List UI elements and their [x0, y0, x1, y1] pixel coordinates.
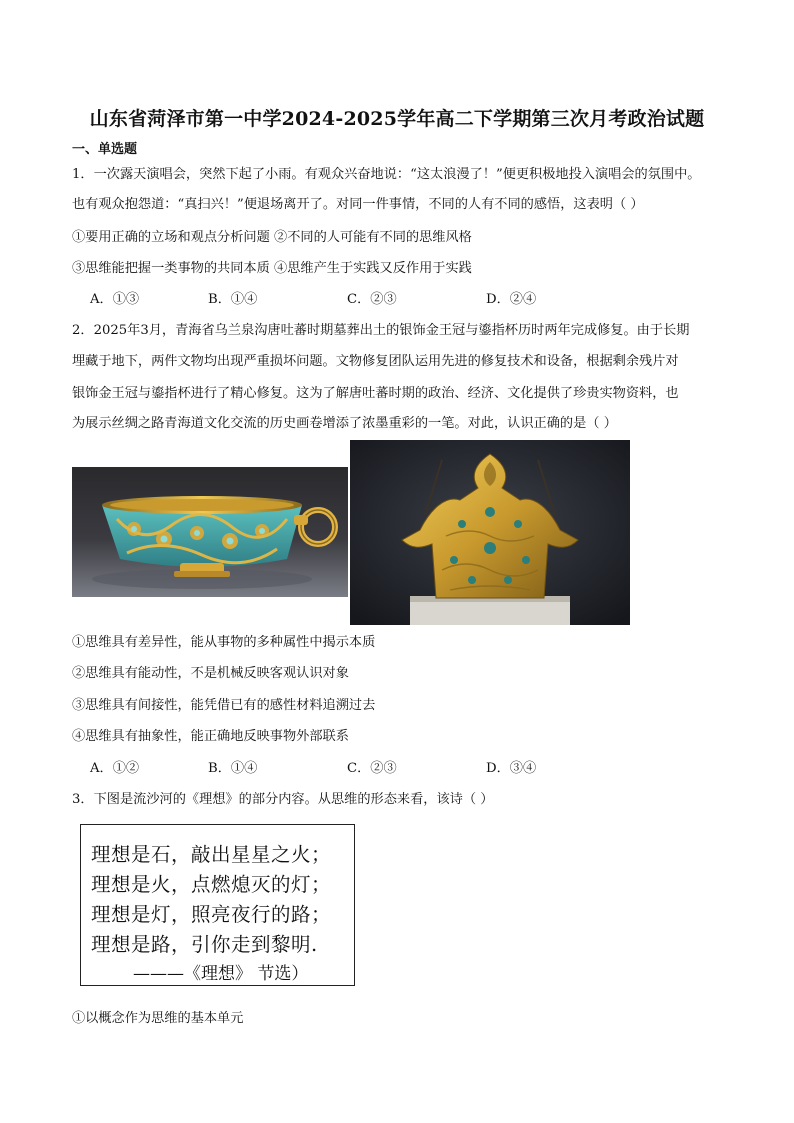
- q1-statement-row-2: ③思维能把握一类事物的共同本质 ④思维产生于实践又反作用于实践: [72, 261, 472, 276]
- q2-statement-3: ③思维具有间接性，能凭借已有的感性材料追溯过去: [72, 698, 376, 713]
- gilded-cup-photo: [72, 467, 348, 597]
- poem-source: ———《理想》 节选）: [133, 964, 309, 984]
- poem-line-2: 理想是火，点燃熄灭的灯；: [91, 873, 332, 896]
- poem-line-1: 理想是石，敲出星星之火；: [91, 843, 332, 866]
- gilded-crown-photo: [350, 440, 630, 625]
- q1-option-b[interactable]: B．①④: [208, 292, 258, 307]
- q1-option-d[interactable]: D．②④: [486, 292, 537, 307]
- q2-option-d[interactable]: D．③④: [486, 761, 537, 776]
- poem-excerpt-box: [80, 824, 355, 986]
- q2-option-a[interactable]: A．①②: [90, 761, 140, 776]
- q2-stem-line-2: 埋藏于地下，两件文物均出现严重损坏问题。文物修复团队运用先进的修复技术和设备，根据剩余残片对: [72, 354, 679, 369]
- q1-stem-line-2: 也有观众抱怨道：“真扫兴！”便退场离开了。对同一件事情，不同的人有不同的感悟，这表明（ ）: [72, 197, 644, 212]
- poem-line-3: 理想是灯，照亮夜行的路；: [91, 903, 332, 926]
- q3-statement-1: ①以概念作为思维的基本单元: [72, 1011, 244, 1026]
- q2-option-c[interactable]: C．②③: [347, 761, 397, 776]
- section-heading: 一、单选题: [72, 142, 138, 157]
- q1-option-a[interactable]: A．①③: [90, 292, 140, 307]
- q2-stem-line-3: 银饰金王冠与鎏指杯进行了精心修复。这为了解唐吐蕃时期的政治、经济、文化提供了珍贵实物资料，也: [72, 386, 679, 401]
- q2-statement-2: ②思维具有能动性，不是机械反映客观认识对象: [72, 666, 349, 681]
- poem-line-4: 理想是路，引你走到黎明.: [91, 933, 318, 956]
- q3-stem-line-1: 3．下图是流沙河的《理想》的部分内容。从思维的形态来看，该诗（ ）: [72, 792, 494, 807]
- q1-stem-line-1: 1．一次露天演唱会，突然下起了小雨。有观众兴奋地说：“这太浪漫了！”便更积极地投入演唱会的氛围中。: [72, 167, 701, 182]
- q1-statement-row-1: ①要用正确的立场和观点分析问题 ②不同的人可能有不同的思维风格: [72, 230, 472, 245]
- q2-stem-line-1: 2．2025年3月，青海省乌兰泉沟唐吐蕃时期墓葬出土的银饰金王冠与鎏指杯历时两年完成修复。由于长期: [72, 323, 690, 338]
- q1-option-c[interactable]: C．②③: [347, 292, 397, 307]
- document-title: 山东省菏泽市第一中学2024-2025学年高二下学期第三次月考政治试题: [89, 108, 705, 130]
- q2-option-b[interactable]: B．①④: [208, 761, 258, 776]
- q2-statement-4: ④思维具有抽象性，能正确地反映事物外部联系: [72, 729, 349, 744]
- q2-stem-line-4: 为展示丝绸之路青海道文化交流的历史画卷增添了浓墨重彩的一笔。对此，认识正确的是（ ）: [72, 416, 617, 431]
- q2-statement-1: ①思维具有差异性，能从事物的多种属性中揭示本质: [72, 635, 376, 650]
